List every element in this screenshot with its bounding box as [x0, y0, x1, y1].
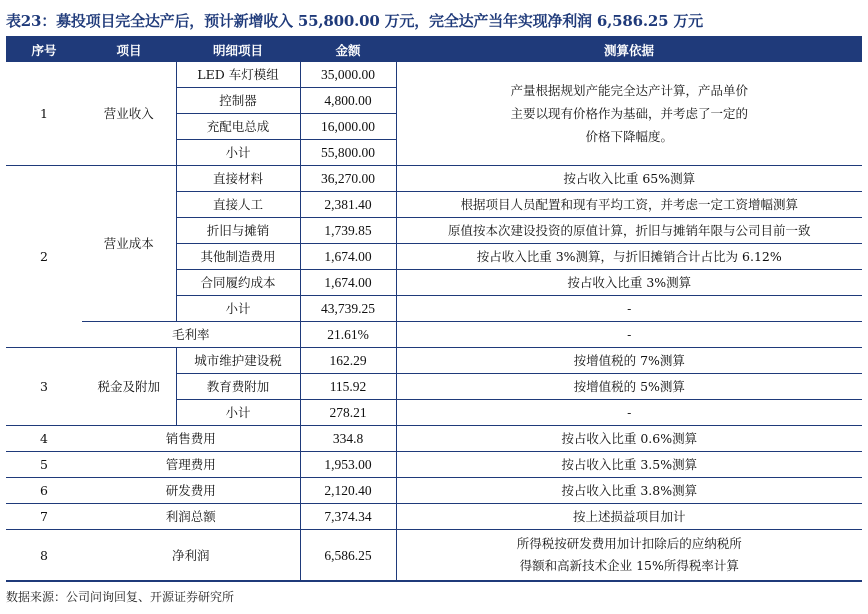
- row-amount: 16,000.00: [300, 114, 396, 140]
- row-basis: 根据项目人员配置和现有平均工资，并考虑一定工资增幅测算: [396, 192, 862, 218]
- row-item: 营业成本: [82, 166, 176, 322]
- row-detail: 其他制造费用: [176, 244, 300, 270]
- row-amount: 7,374.34: [300, 504, 396, 530]
- table-row: [6, 166, 862, 192]
- financial-table: [6, 38, 862, 582]
- row-basis: 按占收入比重 3%测算: [396, 270, 862, 296]
- row-amount: 35,000.00: [300, 62, 396, 88]
- header-no: 序号: [6, 38, 82, 62]
- row-number: 5: [6, 452, 82, 478]
- row-detail: 合同履约成本: [176, 270, 300, 296]
- row-item: 销售费用: [82, 426, 300, 452]
- row-number: 3: [6, 348, 82, 426]
- row-basis: 按占收入比重 3%测算，与折旧摊销合计占比为 6.12%: [396, 244, 862, 270]
- row-amount: 334.8: [300, 426, 396, 452]
- row-amount: 4,800.00: [300, 88, 396, 114]
- row-number: 8: [6, 530, 82, 582]
- table-title: 表23：募投项目完全达产后，预计新增收入 55,800.00 万元，完全达产当年实现净利润 6,586.25 万元: [6, 12, 703, 30]
- row-amount: 1,953.00: [300, 452, 396, 478]
- row-number: 7: [6, 504, 82, 530]
- row-amount: 43,739.25: [300, 296, 396, 322]
- gross-margin-basis: -: [396, 322, 862, 348]
- row-item: 管理费用: [82, 452, 300, 478]
- gross-margin-label: 毛利率: [82, 322, 300, 348]
- row-item: 营业收入: [82, 62, 176, 166]
- row-amount: 55,800.00: [300, 140, 396, 166]
- header-row: [6, 38, 862, 62]
- row-item: 研发费用: [82, 478, 300, 504]
- table-row: [6, 478, 862, 504]
- basis-line: 得额和高新技术企业 15%所得税率计算: [519, 558, 739, 573]
- row-detail: LED 车灯模组: [176, 62, 300, 88]
- row-item: 利润总额: [82, 504, 300, 530]
- basis-line: 价格下降幅度。: [585, 129, 673, 144]
- header-basis: 测算依据: [396, 38, 862, 62]
- row-detail: 充配电总成: [176, 114, 300, 140]
- row-detail: 教育费附加: [176, 374, 300, 400]
- row-amount: 115.92: [300, 374, 396, 400]
- row-item: 税金及附加: [82, 348, 176, 426]
- header-amount: 金额: [300, 38, 396, 62]
- row-basis: 按占收入比重 3.8%测算: [396, 478, 862, 504]
- row-detail: 折旧与摊销: [176, 218, 300, 244]
- row-number: 4: [6, 426, 82, 452]
- row-detail: 控制器: [176, 88, 300, 114]
- row-amount: 36,270.00: [300, 166, 396, 192]
- row-amount: 1,674.00: [300, 244, 396, 270]
- basis-line: 主要以现有价格作为基础，并考虑了一定的: [510, 106, 748, 121]
- table-row: [6, 348, 862, 374]
- row-detail: 小计: [176, 296, 300, 322]
- row-amount: 2,381.40: [300, 192, 396, 218]
- row-basis: [396, 530, 862, 582]
- row-basis: 按增值税的 7%测算: [396, 348, 862, 374]
- row-amount: 6,586.25: [300, 530, 396, 582]
- row-amount: 1,674.00: [300, 270, 396, 296]
- basis-line: 所得税按研发费用加计扣除后的应纳税所: [516, 536, 742, 551]
- header-item: 项目: [82, 38, 176, 62]
- row-basis: 按占收入比重 3.5%测算: [396, 452, 862, 478]
- row-amount: 2,120.40: [300, 478, 396, 504]
- row-number: 6: [6, 478, 82, 504]
- row-number: 2: [6, 166, 82, 348]
- row-detail: 小计: [176, 400, 300, 426]
- row-basis: 按占收入比重 0.6%测算: [396, 426, 862, 452]
- row-basis: 按增值税的 5%测算: [396, 374, 862, 400]
- table-row: [6, 426, 862, 452]
- row-basis: 原值按本次建设投资的原值计算，折旧与摊销年限与公司目前一致: [396, 218, 862, 244]
- header-detail: 明细项目: [176, 38, 300, 62]
- row-basis: 按占收入比重 65%测算: [396, 166, 862, 192]
- basis-line: 产量根据规划产能完全达产计算，产品单价: [510, 83, 748, 98]
- row-amount: 278.21: [300, 400, 396, 426]
- table-row: [6, 504, 862, 530]
- row-basis: -: [396, 296, 862, 322]
- row-detail: 小计: [176, 140, 300, 166]
- gross-margin-amount: 21.61%: [300, 322, 396, 348]
- row-basis: [396, 62, 862, 166]
- row-detail: 直接人工: [176, 192, 300, 218]
- table-row: [6, 322, 862, 348]
- row-detail: 直接材料: [176, 166, 300, 192]
- row-amount: 1,739.85: [300, 218, 396, 244]
- row-number: 1: [6, 62, 82, 166]
- row-basis: -: [396, 400, 862, 426]
- row-detail: 城市维护建设税: [176, 348, 300, 374]
- table-row: [6, 530, 862, 582]
- row-amount: 162.29: [300, 348, 396, 374]
- row-basis: 按上述损益项目加计: [396, 504, 862, 530]
- source-note: 数据来源：公司问询回复、开源证券研究所: [6, 590, 235, 604]
- table-row: [6, 452, 862, 478]
- row-item: 净利润: [82, 530, 300, 582]
- table-row: [6, 62, 862, 88]
